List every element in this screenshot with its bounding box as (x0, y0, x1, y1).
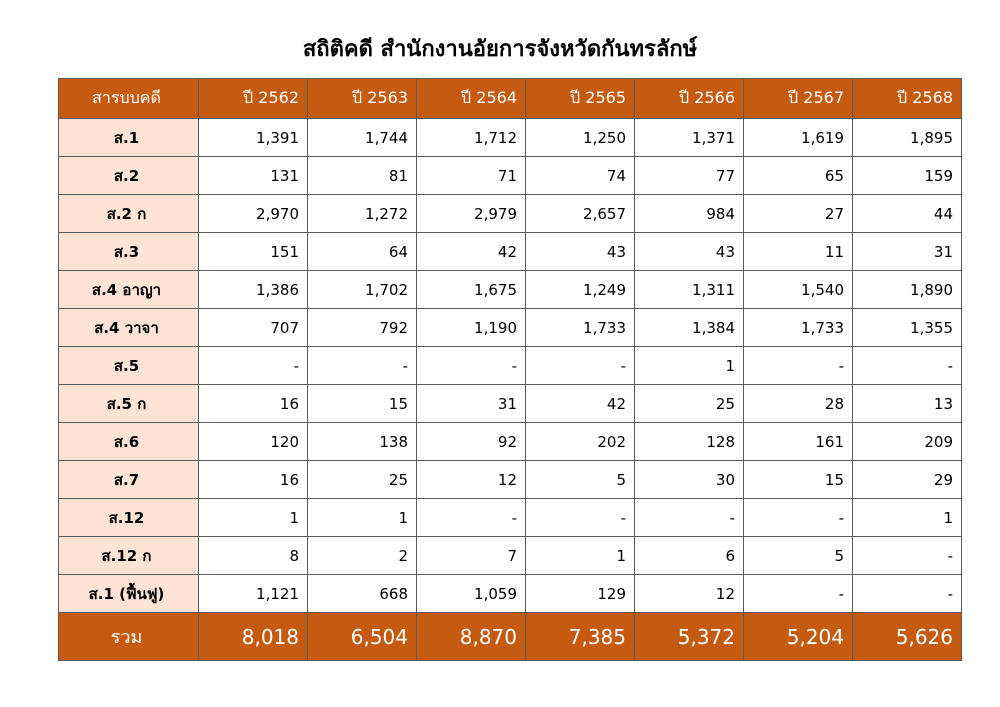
table-cell: 1,249 (526, 271, 635, 309)
table-row (59, 271, 962, 309)
table-cell: 44 (853, 195, 962, 233)
table-cell: - (635, 499, 744, 537)
total-cell: 5,372 (635, 613, 744, 661)
table-cell: 1,733 (526, 309, 635, 347)
table-row (59, 537, 962, 575)
table-cell: 6 (635, 537, 744, 575)
table-cell: 25 (308, 461, 417, 499)
table-cell: 151 (199, 233, 308, 271)
table-cell: 984 (635, 195, 744, 233)
table-cell: 2 (308, 537, 417, 575)
row-label: ส.5 (59, 347, 199, 385)
total-cell: 8,870 (417, 613, 526, 661)
table-cell: 2,979 (417, 195, 526, 233)
table-cell: 77 (635, 157, 744, 195)
table-cell: - (308, 347, 417, 385)
page-title: สถิติคดี สำนักงานอัยการจังหวัดกันทรลักษ์ (302, 37, 698, 62)
table-cell: 1,355 (853, 309, 962, 347)
table-cell: 81 (308, 157, 417, 195)
table-cell: 1,311 (635, 271, 744, 309)
row-label: ส.1 (ฟื้นฟู) (59, 575, 199, 613)
table-row (59, 499, 962, 537)
table-cell: 120 (199, 423, 308, 461)
row-label: ส.7 (59, 461, 199, 499)
table-cell: 1 (853, 499, 962, 537)
table-cell: 27 (744, 195, 853, 233)
table-cell: 128 (635, 423, 744, 461)
total-cell: 5,204 (744, 613, 853, 661)
table-cell: 668 (308, 575, 417, 613)
table-row (59, 385, 962, 423)
table-cell: 30 (635, 461, 744, 499)
table-cell: 707 (199, 309, 308, 347)
table-cell: - (744, 575, 853, 613)
table-cell: - (853, 537, 962, 575)
column-header-category: สารบบคดี (59, 79, 199, 119)
row-label: ส.1 (59, 119, 199, 157)
table-row (59, 157, 962, 195)
table-cell: - (526, 499, 635, 537)
table-cell: 7 (417, 537, 526, 575)
table-cell: - (853, 347, 962, 385)
row-label: ส.2 (59, 157, 199, 195)
table-cell: 1 (199, 499, 308, 537)
table-row (59, 233, 962, 271)
table-cell: 1,619 (744, 119, 853, 157)
table-row (59, 575, 962, 613)
row-label: ส.6 (59, 423, 199, 461)
table-cell: 1,190 (417, 309, 526, 347)
table-cell: 74 (526, 157, 635, 195)
column-header-year: ปี 2564 (417, 79, 526, 119)
table-row (59, 347, 962, 385)
table-cell: 12 (417, 461, 526, 499)
column-header-year: ปี 2562 (199, 79, 308, 119)
table-cell: 64 (308, 233, 417, 271)
table-row (59, 195, 962, 233)
case-statistics-table (58, 78, 962, 661)
table-cell: 25 (635, 385, 744, 423)
table-cell: 202 (526, 423, 635, 461)
table-cell: 1,391 (199, 119, 308, 157)
table-cell: 5 (526, 461, 635, 499)
table-cell: - (199, 347, 308, 385)
column-header-year: ปี 2565 (526, 79, 635, 119)
table-cell: 16 (199, 461, 308, 499)
total-cell: 7,385 (526, 613, 635, 661)
table-cell: 1,733 (744, 309, 853, 347)
table-cell: 28 (744, 385, 853, 423)
table-cell: 92 (417, 423, 526, 461)
table-cell: 1 (526, 537, 635, 575)
total-cell: 8,018 (199, 613, 308, 661)
table-cell: 1,540 (744, 271, 853, 309)
table-cell: 43 (635, 233, 744, 271)
table-cell: 1,890 (853, 271, 962, 309)
table-cell: - (853, 575, 962, 613)
row-label: ส.3 (59, 233, 199, 271)
table-cell: 12 (635, 575, 744, 613)
total-row (59, 613, 962, 661)
total-cell: 5,626 (853, 613, 962, 661)
table-cell: 1,371 (635, 119, 744, 157)
row-label: ส.5 ก (59, 385, 199, 423)
row-label: ส.4 อาญา (59, 271, 199, 309)
table-cell: 5 (744, 537, 853, 575)
table-cell: 1,059 (417, 575, 526, 613)
table-cell: 31 (853, 233, 962, 271)
table-cell: 1,712 (417, 119, 526, 157)
table-cell: 1 (308, 499, 417, 537)
column-header-year: ปี 2563 (308, 79, 417, 119)
table-cell: - (417, 499, 526, 537)
table-cell: 159 (853, 157, 962, 195)
table-row (59, 119, 962, 157)
total-label: รวม (59, 613, 199, 661)
table-cell: 1,250 (526, 119, 635, 157)
table-cell: 29 (853, 461, 962, 499)
table-cell: - (526, 347, 635, 385)
table-row (59, 309, 962, 347)
table-cell: - (417, 347, 526, 385)
row-label: ส.4 วาจา (59, 309, 199, 347)
table-row (59, 423, 962, 461)
table-cell: 129 (526, 575, 635, 613)
table-cell: 8 (199, 537, 308, 575)
row-label: ส.12 ก (59, 537, 199, 575)
table-cell: 1,121 (199, 575, 308, 613)
table-cell: 1,702 (308, 271, 417, 309)
table-cell: 15 (308, 385, 417, 423)
column-header-year: ปี 2568 (853, 79, 962, 119)
table-cell: 65 (744, 157, 853, 195)
table-cell: 209 (853, 423, 962, 461)
column-header-year: ปี 2567 (744, 79, 853, 119)
table-cell: 43 (526, 233, 635, 271)
table-cell: - (744, 347, 853, 385)
table-cell: 2,657 (526, 195, 635, 233)
total-cell: 6,504 (308, 613, 417, 661)
table-cell: 71 (417, 157, 526, 195)
row-label: ส.2 ก (59, 195, 199, 233)
table-body (59, 119, 962, 613)
table-cell: 31 (417, 385, 526, 423)
table-cell: 1,272 (308, 195, 417, 233)
column-header-year: ปี 2566 (635, 79, 744, 119)
table-cell: 1,386 (199, 271, 308, 309)
table-cell: 1 (635, 347, 744, 385)
table-cell: 13 (853, 385, 962, 423)
table-cell: 1,744 (308, 119, 417, 157)
table-cell: 42 (417, 233, 526, 271)
table-cell: 138 (308, 423, 417, 461)
table-cell: 2,970 (199, 195, 308, 233)
table-cell: 1,384 (635, 309, 744, 347)
table-cell: 131 (199, 157, 308, 195)
table-cell: 16 (199, 385, 308, 423)
row-label: ส.12 (59, 499, 199, 537)
table-cell: 15 (744, 461, 853, 499)
header-row (59, 79, 962, 119)
table-cell: 42 (526, 385, 635, 423)
table-row (59, 461, 962, 499)
table-cell: 792 (308, 309, 417, 347)
table-cell: 1,895 (853, 119, 962, 157)
table-cell: 1,675 (417, 271, 526, 309)
table-cell: 11 (744, 233, 853, 271)
table-cell: 161 (744, 423, 853, 461)
table-cell: - (744, 499, 853, 537)
